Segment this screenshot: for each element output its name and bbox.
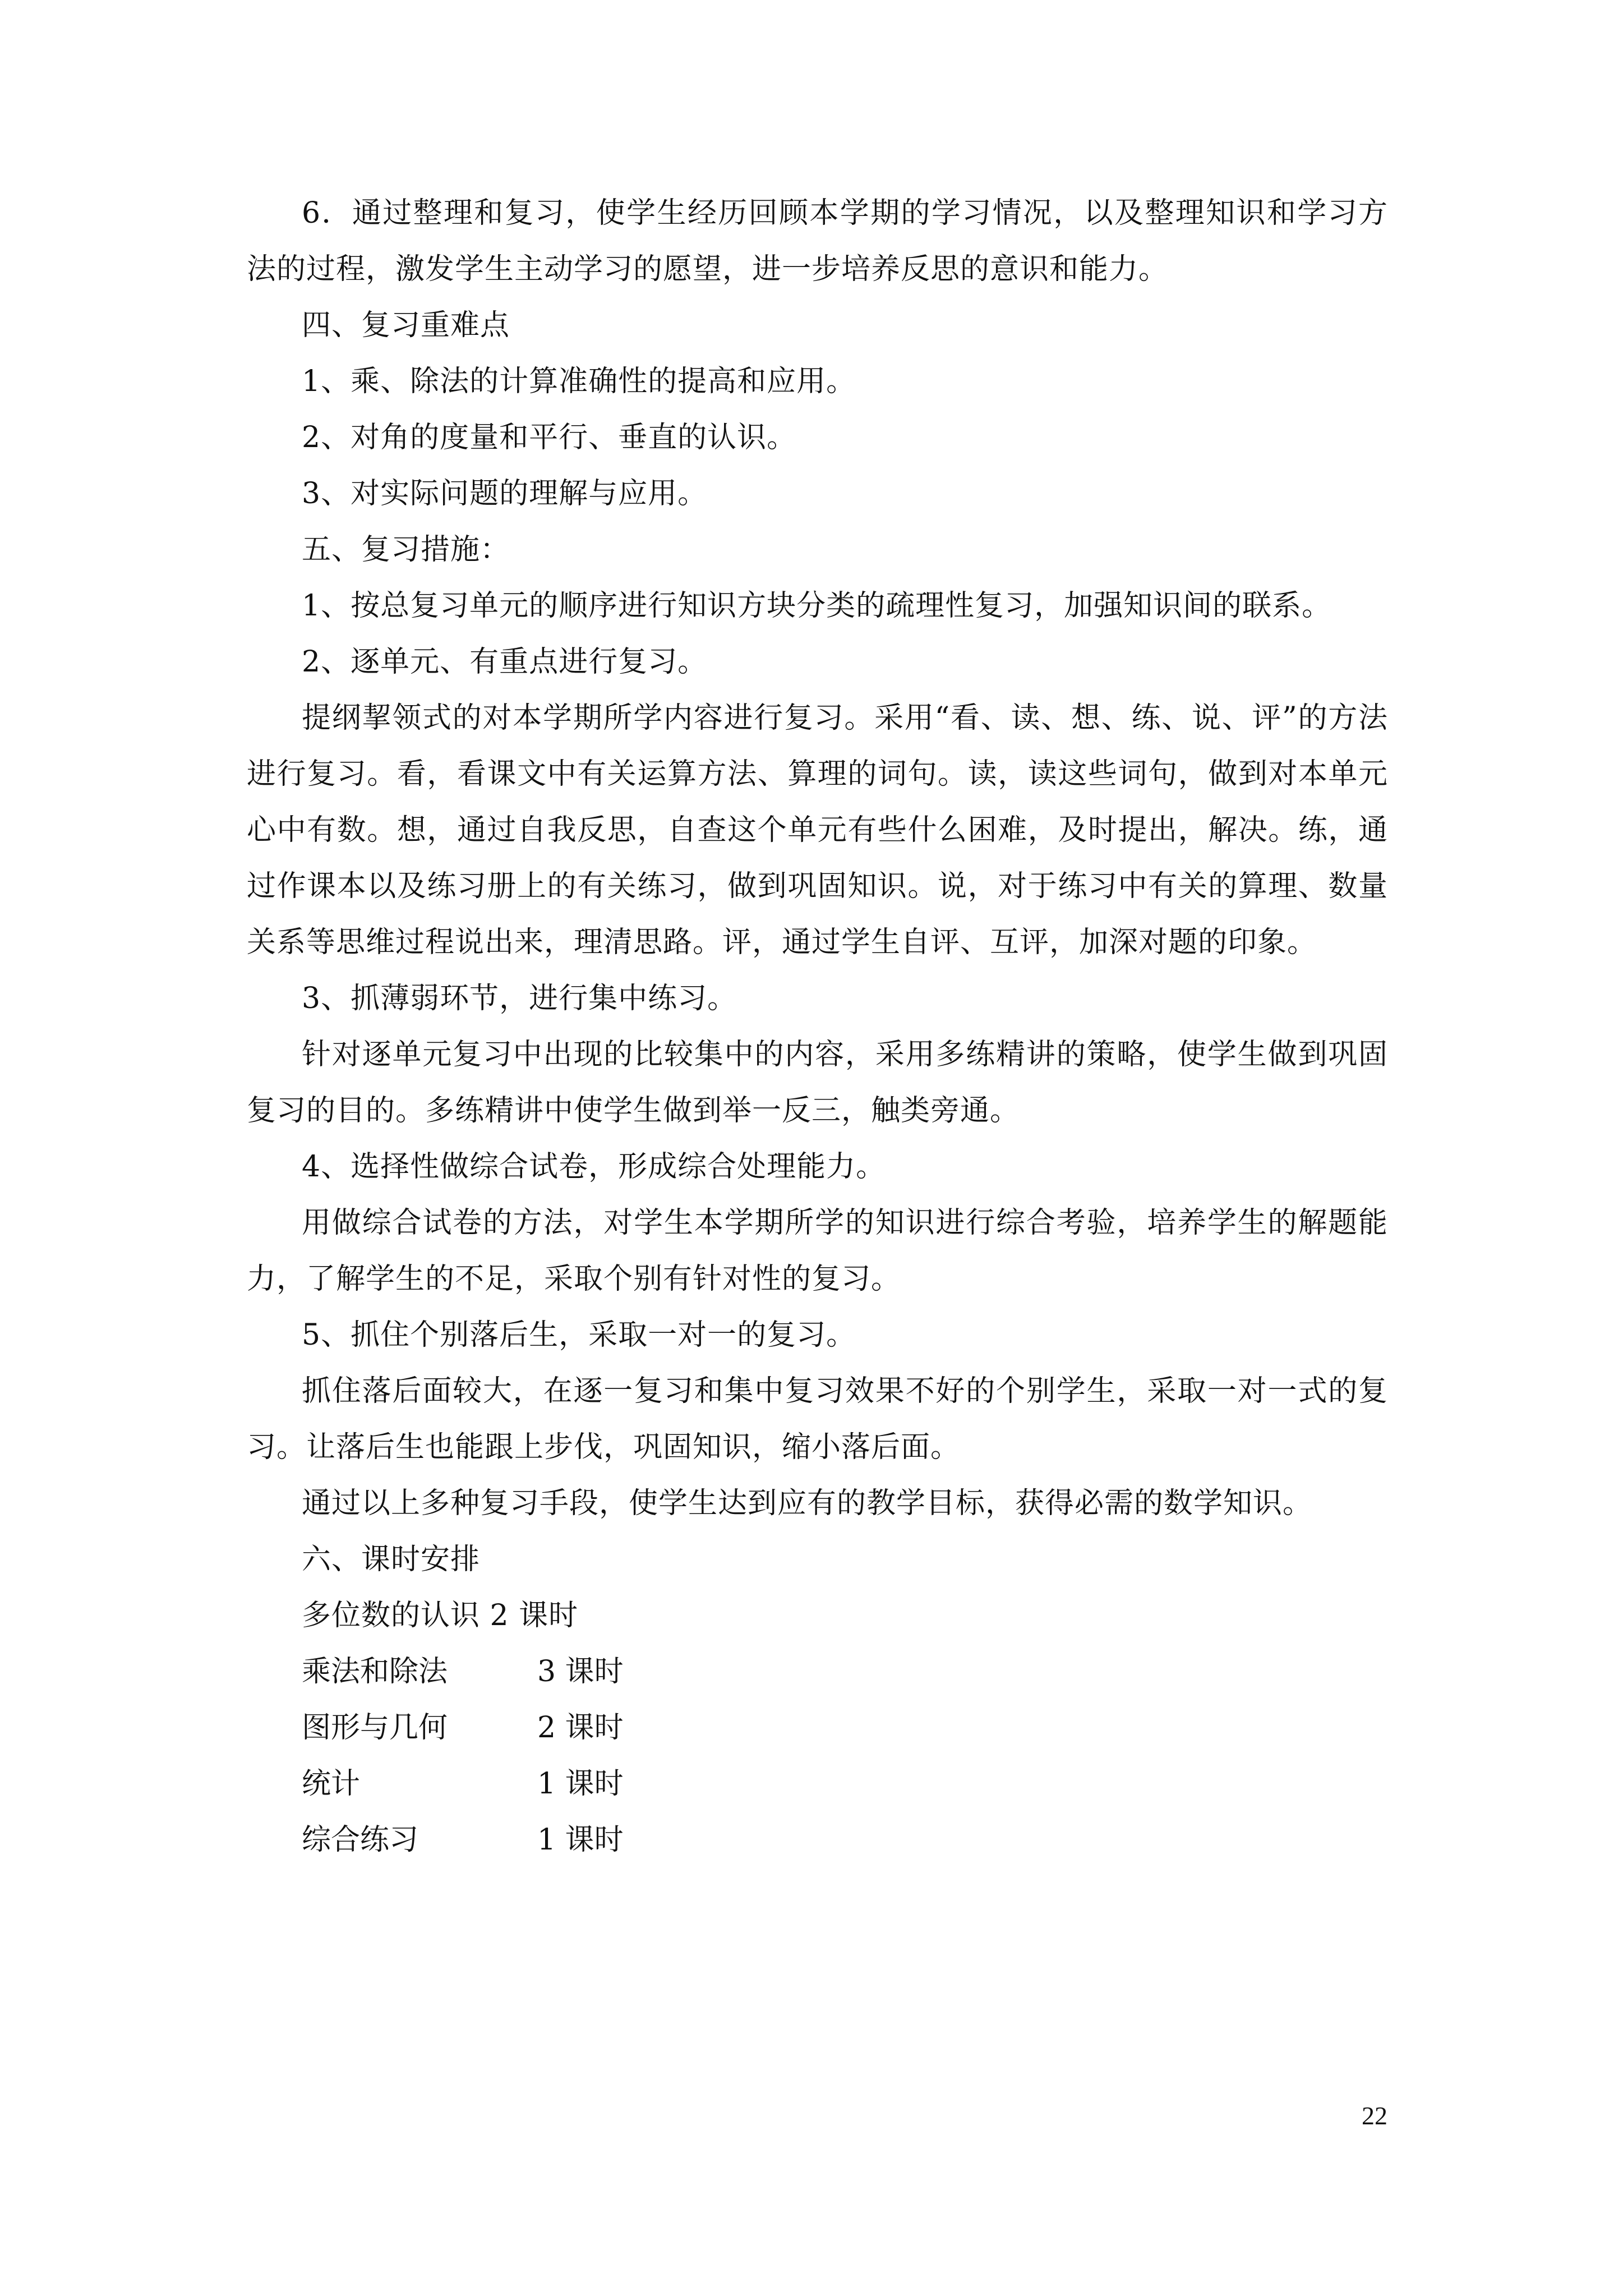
measure-5-detail: 抓住落后面较大，在逐一复习和集中复习效果不好的个别学生，采取一对一式的复习。让落后生也能跟上步伐，巩固知识，缩小落后面。	[247, 1374, 1388, 1464]
schedule-row	[247, 1700, 1388, 1756]
heading-review-key-points: 四、复习重难点	[302, 309, 510, 342]
schedule-hours: 1 课时	[537, 1767, 624, 1801]
measure-3-detail: 针对逐单元复习中出现的比较集中的内容，采用多练精讲的策略，使学生做到巩固复习的目的。多练精讲中使学生做到举一反三，触类旁通。	[247, 1038, 1388, 1128]
measure-5: 5、抓住个别落后生，采取一对一的复习。	[302, 1318, 856, 1352]
schedule-hours: 2 课时	[537, 1711, 624, 1745]
paragraph-goal-6: 6．通过整理和复习，使学生经历回顾本学期的学习情况，以及整理知识和学习方法的过程，激发学生主动学习的愿望，进一步培养反思的意识和能力。	[247, 196, 1388, 286]
schedule-row	[247, 1812, 1388, 1868]
schedule-topic: 乘法和除法	[302, 1655, 448, 1688]
schedule-multidigit: 多位数的认识 2 课时	[302, 1599, 579, 1632]
measure-3: 3、抓薄弱环节，进行集中练习。	[302, 982, 737, 1015]
schedule-topic: 图形与几何	[302, 1711, 448, 1745]
schedule-hours: 3 课时	[537, 1655, 624, 1688]
measure-1: 1、按总复习单元的顺序进行知识方块分类的疏理性复习，加强知识间的联系。	[302, 589, 1332, 623]
measure-2: 2、逐单元、有重点进行复习。	[302, 645, 708, 679]
key-point-3: 3、对实际问题的理解与应用。	[302, 477, 708, 510]
document-body	[247, 185, 1388, 1868]
measure-2-detail: 提纲挈领式的对本学期所学内容进行复习。采用“看、读、想、练、说、评”的方法进行复习。看，看课文中有关运算方法、算理的词句。读，读这些词句，做到对本单元心中有数。想，通过自我反思，自查这个单元有些什么困难，及时提出，解决。练，通过作课本以及练习册上的有关练习，做到巩固知识。说，对于练习中有关的算理、数量关系等思维过程说出来，理清思路。评，通过学生自评、互评，加深对题的印象。	[247, 701, 1388, 959]
measures-summary: 通过以上多种复习手段，使学生达到应有的教学目标，获得必需的数学知识。	[302, 1487, 1313, 1520]
page-number: 22	[1362, 2101, 1387, 2130]
schedule-topic: 综合练习	[302, 1823, 419, 1857]
schedule-row	[247, 1756, 1388, 1812]
measure-4: 4、选择性做综合试卷，形成综合处理能力。	[302, 1150, 886, 1184]
schedule-row	[247, 1644, 1388, 1700]
key-point-1: 1、乘、除法的计算准确性的提高和应用。	[302, 365, 856, 398]
schedule-hours: 1 课时	[537, 1823, 624, 1857]
heading-review-measures: 五、复习措施：	[302, 533, 510, 567]
key-point-2: 2、对角的度量和平行、垂直的认识。	[302, 421, 797, 454]
schedule-topic: 统计	[302, 1767, 361, 1801]
measure-4-detail: 用做综合试卷的方法，对学生本学期所学的知识进行综合考验，培养学生的解题能力，了解学生的不足，采取个别有针对性的复习。	[247, 1206, 1388, 1296]
heading-class-schedule: 六、课时安排	[302, 1543, 481, 1576]
